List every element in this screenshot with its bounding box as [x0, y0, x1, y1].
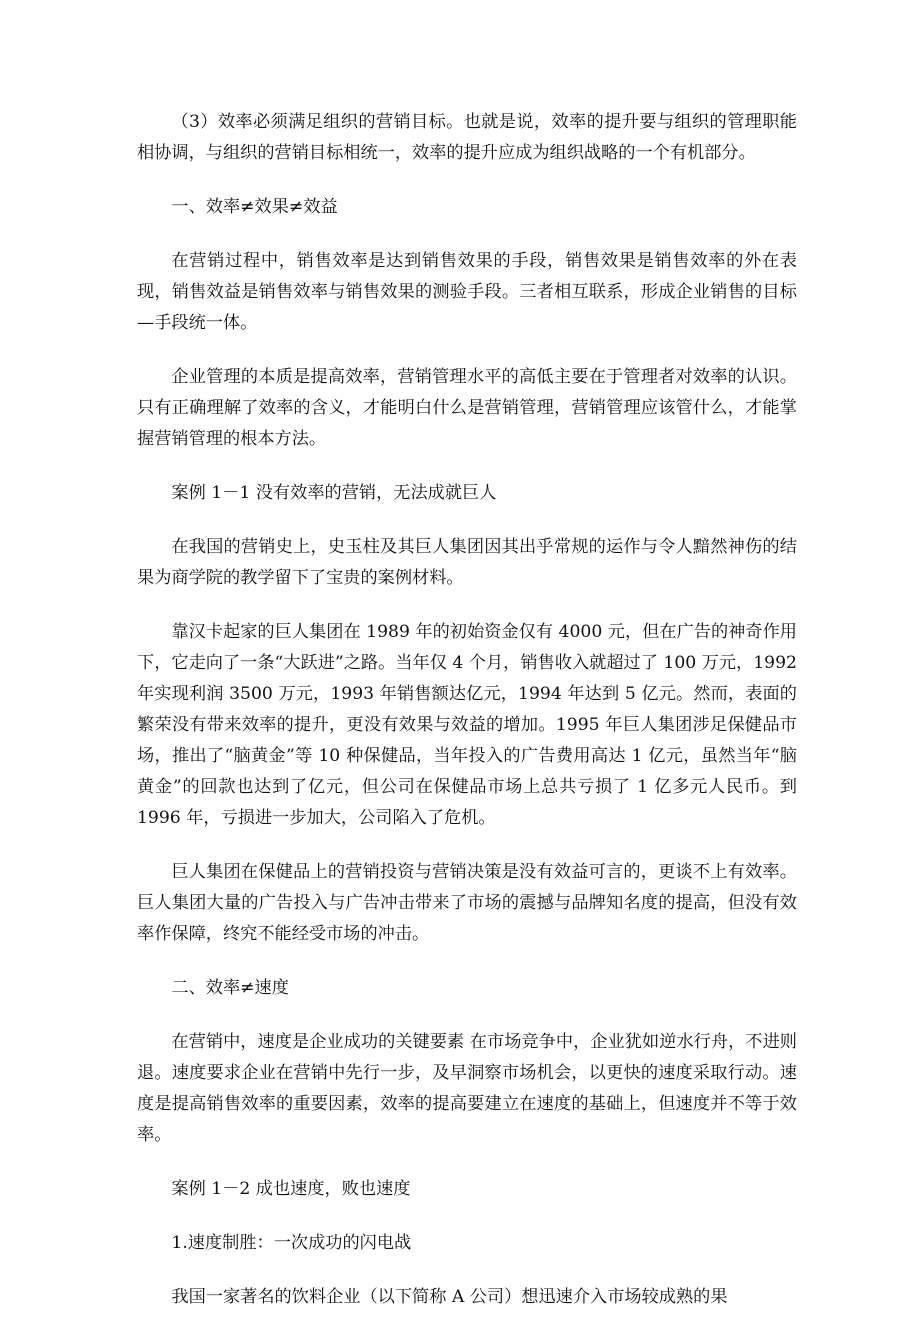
paragraph-giant-history: 靠汉卡起家的巨人集团在 1989 年的初始资金仅有 4000 元，但在广告的神奇作用下，它走向了一条“大跃进”之路。当年仅 4 个月，销售收入就超过了 100 万元，1992 年实现利润 3500 万元，1993 年销售额达亿元，1994 年达到 5 亿元。然而，表面的繁荣没有带来效率的提升，更没有效果与效益的增加。1995 年巨人集团涉足保健品市场，推出了“脑黄金”等 10 种保健品，当年投入的广告费用高达 1 亿元，虽然当年“脑黄金”的回款也达到了亿元，但公司在保健品市场上总共亏损了 1 亿多元人民币。到 1996 年，亏损进一步加大，公司陷入了危机。 [137, 622, 797, 828]
paragraph-giant-analysis: 巨人集团在保健品上的营销投资与营销决策是没有效益可言的，更谈不上有效率。巨人集团大量的广告投入与广告冲击带来了市场的震撼与品牌知名度的提高，但没有效率作保障，终究不能经受市场的冲击。 [137, 862, 797, 944]
document-body [137, 107, 797, 1336]
paragraph-giant-intro: 在我国的营销史上，史玉柱及其巨人集团因其出乎常规的运作与令人黯然神伤的结果为商学院的教学留下了宝贵的案例材料。 [137, 537, 797, 588]
paragraph-speed-factor: 在营销中，速度是企业成功的关键要素 在市场竞争中，企业犹如逆水行舟，不进则退。速度要求企业在营销中先行一步，及早洞察市场机会，以更快的速度采取行动。速度是提高销售效率的重要因素，效率的提高要建立在速度的基础上，但速度并不等于效率。 [137, 1032, 797, 1145]
subheading-lightning-war: 1.速度制胜：一次成功的闪电战 [171, 1233, 412, 1253]
case-heading-1-2: 案例 1－2 成也速度，败也速度 [171, 1179, 411, 1199]
section-heading-efficiency-effect-benefit: 一、效率≠效果≠效益 [171, 197, 338, 217]
paragraph-sales-process: 在营销过程中，销售效率是达到销售效果的手段，销售效果是销售效率的外在表现，销售效益是销售效率与销售效果的测验手段。三者相互联系，形成企业销售的目标—手段统一体。 [137, 251, 797, 333]
paragraph-beverage-company: 我国一家著名的饮料企业（以下简称 A 公司）想迅速介入市场较成熟的果 [171, 1287, 728, 1307]
section-heading-efficiency-speed: 二、效率≠速度 [171, 978, 289, 998]
case-heading-1-1: 案例 1－1 没有效率的营销，无法成就巨人 [171, 483, 497, 503]
paragraph-efficiency-goal: （3）效率必须满足组织的营销目标。也就是说，效率的提升要与组织的管理职能相协调，与组织的营销目标相统一，效率的提升应成为组织战略的一个有机部分。 [137, 112, 797, 163]
paragraph-management-essence: 企业管理的本质是提高效率，营销管理水平的高低主要在于管理者对效率的认识。只有正确理解了效率的含义，才能明白什么是营销管理，营销管理应该管什么，才能掌握营销管理的根本方法。 [137, 367, 797, 449]
